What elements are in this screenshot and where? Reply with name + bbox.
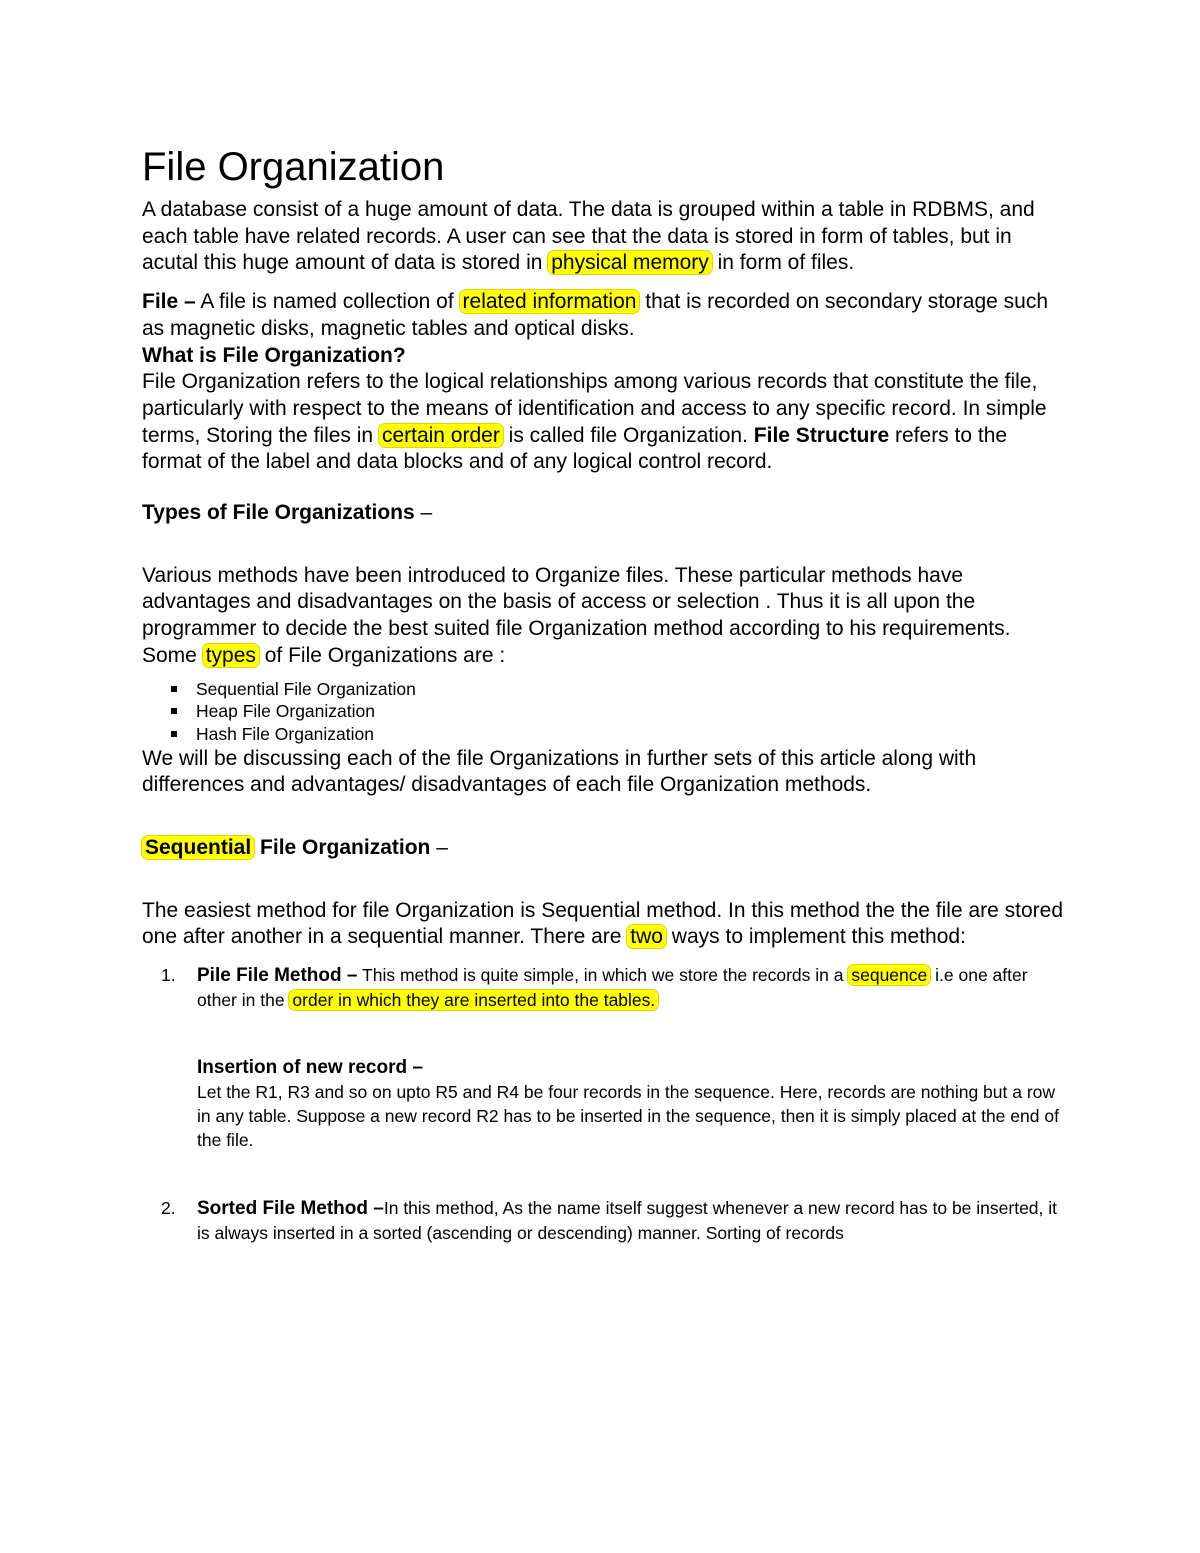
highlight-sequence: sequence <box>848 965 930 985</box>
square-bullet-icon <box>171 708 177 714</box>
sequential-heading-dash: – <box>430 836 448 860</box>
intro-text-2: in form of files. <box>711 251 855 275</box>
highlight-certain-order: certain order <box>379 424 503 447</box>
what-is-text-2: is called file Organization. <box>502 423 754 447</box>
file-def-text-2: that is recorded on secondary storage such as magnetic disks, magnetic tables and optical disks. <box>142 290 1049 340</box>
insertion-section <box>142 1056 1067 1152</box>
sorted-text: In this method, As the name itself suggest whenever a new record has to be inserted, it is always inserted in a sorted (ascending or descending) manner. Sorting of records <box>197 1198 1058 1244</box>
what-is-heading: What is File Organization? <box>142 343 406 367</box>
sequential-heading-text: File Organization <box>254 836 431 860</box>
what-is-text-3: refers to the format of the label and data blocks and of any logical control record. <box>142 423 1008 474</box>
list-item-label: Heap File Organization <box>196 701 375 722</box>
highlight-sequential: Sequential <box>142 836 254 859</box>
what-is-paragraph <box>142 369 1067 476</box>
highlight-physical-memory: physical memory <box>548 251 712 274</box>
file-def-label: File – <box>142 290 196 314</box>
doc-title: File Organization <box>142 145 445 189</box>
highlight-related-information: related information <box>460 290 640 313</box>
types-closing-paragraph: We will be discussing each of the file Organizations in further sets of this article along with differences and advantages/ disadvantages of each file Organization methods. <box>142 746 977 797</box>
sequential-text-2: ways to implement this method: <box>665 925 966 949</box>
insertion-text: Let the R1, R3 and so on upto R5 and R4 be four records in the sequence. Here, records are nothing but a row in any table. Suppose a new record R2 has to be inserted in the sequence, then it is simply placed at the end of the file. <box>197 1082 1059 1151</box>
sequential-paragraph <box>142 898 1067 951</box>
list-item <box>142 723 1067 746</box>
insertion-heading: Insertion of new record – <box>197 1057 423 1079</box>
types-heading-text: Types of File Organizations <box>142 501 415 525</box>
sequential-text-1: The easiest method for file Organization is Sequential method. In this method the the file are stored one after another in a sequential manner. There are <box>142 898 1064 949</box>
list-item <box>142 678 1067 701</box>
highlight-order-inserted: order in which they are inserted into the tables. <box>289 990 658 1010</box>
method-item-sorted <box>142 1196 1067 1245</box>
highlight-types: types <box>203 644 259 667</box>
file-structure-term: File Structure <box>753 423 890 447</box>
pile-text-1: This method is quite simple, in which we store the records in a <box>357 965 849 986</box>
intro-text-1: A database consist of a huge amount of data. The data is grouped within a table in RDBMS, and each table have related records. A user can see that the data is stored in form of tables, but in acutal this huge amount of data is stored in <box>142 198 1035 275</box>
sorted-method-label: Sorted File Method – <box>197 1198 384 1220</box>
list-item <box>142 700 1067 723</box>
types-list <box>142 678 1067 746</box>
intro-paragraph <box>142 197 1067 277</box>
types-paragraph: Various methods have been introduced to Organize files. These particular methods have advantages and disadvantages on the basis of access or selection . Thus it is all upon the programmer to decide the best suited file Organization method according to his requirements. <box>142 563 1011 641</box>
document-page <box>142 140 1067 1245</box>
file-definition <box>142 289 1067 342</box>
what-is-text-1: File Organization refers to the logical relationships among various records that constitute the file, particularly with respect to the means of identification and access to any specific record. In simple terms, Storing the files in <box>142 370 1047 447</box>
some-types-text-1: Some <box>142 643 203 667</box>
file-def-text-1: A file is named collection of <box>195 290 460 314</box>
highlight-two: two <box>627 925 666 948</box>
list-number: 2. <box>161 1198 176 1219</box>
list-item-label: Hash File Organization <box>196 723 374 744</box>
types-heading-dash: – <box>414 501 433 525</box>
some-types-text-2: of File Organizations are : <box>258 643 506 667</box>
method-item-pile <box>142 963 1067 1012</box>
some-types-line <box>142 643 1067 670</box>
methods-list-continued <box>142 1196 1067 1245</box>
types-heading <box>142 500 1067 527</box>
sequential-heading <box>142 835 1067 862</box>
square-bullet-icon <box>171 731 177 737</box>
pile-method-label: Pile File Method – <box>197 965 358 987</box>
methods-list <box>142 963 1067 1012</box>
square-bullet-icon <box>171 686 177 692</box>
list-number: 1. <box>161 965 176 986</box>
list-item-label: Sequential File Organization <box>196 678 416 699</box>
pile-text-2: i.e one after other in the <box>197 965 1028 1011</box>
